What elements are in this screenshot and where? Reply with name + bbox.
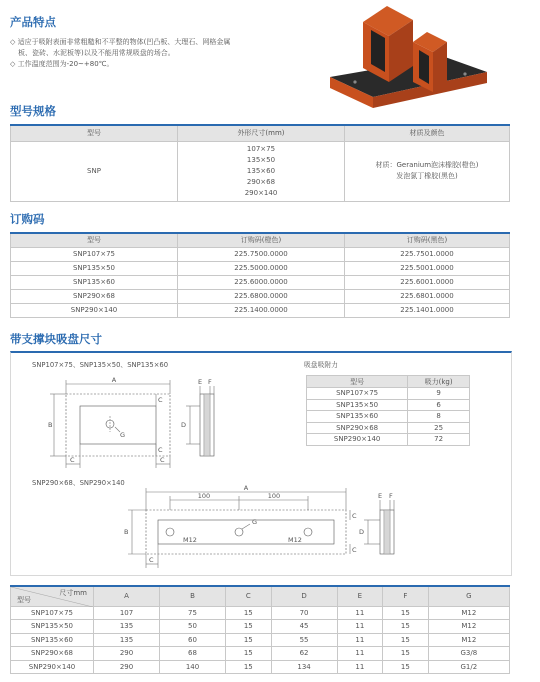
- label-c: C: [352, 546, 357, 554]
- label-c: C: [352, 512, 357, 520]
- table-row: SNP135×60 135 60 15 55 11 15 M12: [11, 633, 510, 647]
- table-row: SNP290×68 25: [307, 422, 470, 434]
- drawing-large: [110, 480, 410, 572]
- label-m12: M12: [288, 536, 302, 544]
- table-row: SNP135×60 8: [307, 411, 470, 423]
- spec-sizes: 107×75 135×50 135×60 290×68 290×140: [178, 141, 345, 201]
- spec-model: SNP: [11, 141, 178, 201]
- spec-title: 型号规格: [10, 104, 56, 118]
- label-d: D: [359, 528, 365, 536]
- dim-col-header: B: [160, 586, 226, 606]
- label-spacing: 100: [267, 492, 281, 500]
- dim-col-header: C: [226, 586, 272, 606]
- label-c: C: [160, 456, 165, 464]
- spec-header: 型号: [11, 125, 178, 141]
- drawing-small: [40, 372, 240, 472]
- spec-table: [10, 124, 510, 202]
- label-a: A: [111, 376, 117, 384]
- table-row: SNP107×75 107 75 15 70 11 15 M12: [11, 606, 510, 620]
- label-e: E: [378, 492, 383, 500]
- spec-header: 材质及颜色: [345, 125, 510, 141]
- label-d: D: [181, 421, 187, 429]
- label-b: B: [48, 421, 53, 429]
- dims-title: 带支撑块吸盘尺寸: [10, 332, 102, 346]
- order-header: 订购码(黑色): [345, 233, 510, 247]
- label-c: C: [149, 556, 154, 564]
- label-f: F: [208, 378, 212, 386]
- table-row: SNP107×75 9: [307, 388, 470, 400]
- dim-col-header: D: [271, 586, 337, 606]
- feature-item: ◇ 适应于吸附表面非常粗糙和不平整的物体(凹凸板、大理石、网格金属板、瓷砖、水泥板等)以及不能用常规吸盘的场合。: [10, 38, 231, 57]
- feature-item: ◇ 工作温度范围为-20~+80℃。: [10, 60, 114, 68]
- label-a: A: [243, 484, 249, 492]
- force-header: 吸力(kg): [408, 376, 470, 388]
- label-b: B: [124, 528, 129, 536]
- table-row: SNP135×50 135 50 15 45 11 15 M12: [11, 620, 510, 634]
- dim-col-header: A: [94, 586, 160, 606]
- table-row: SNP135×50 225.5000.0000 225.5001.0000: [11, 261, 510, 275]
- table-row: SNP290×140 72: [307, 434, 470, 446]
- dim-col-header: F: [383, 586, 429, 606]
- table-row: SNP135×50 6: [307, 399, 470, 411]
- label-c: C: [158, 396, 163, 404]
- label-c: C: [158, 446, 163, 454]
- spec-header: 外形尺寸(mm): [178, 125, 345, 141]
- features-title: 产品特点: [10, 15, 56, 29]
- force-title: 吸盘吸附力: [304, 361, 338, 369]
- features-list: [10, 37, 232, 70]
- header-model: 型号: [17, 595, 31, 604]
- dim-col-header: G: [428, 586, 509, 606]
- product-photo: [325, 2, 490, 112]
- order-table: [10, 232, 510, 318]
- label-c: C: [70, 456, 75, 464]
- dim-col-header: E: [337, 586, 383, 606]
- table-row: SNP290×140 290 140 15 134 11 15 G1/2: [11, 660, 510, 674]
- table-row: SNP107×75 225.7500.0000 225.7501.0000: [11, 247, 510, 261]
- label-g: G: [252, 518, 258, 526]
- header-unit: 尺寸mm: [59, 589, 87, 597]
- force-table: [306, 375, 470, 446]
- caption-large-models: SNP290×68、SNP290×140: [32, 479, 125, 487]
- table-row: SNP290×68 225.6800.0000 225.6801.0000: [11, 289, 510, 303]
- label-m12: M12: [183, 536, 197, 544]
- dimension-table: [10, 585, 510, 674]
- force-header: 型号: [307, 376, 408, 388]
- label-spacing: 100: [197, 492, 211, 500]
- table-row: SNP135×60 225.6000.0000 225.6001.0000: [11, 275, 510, 289]
- order-header: 型号: [11, 233, 178, 247]
- order-header: 订购码(橙色): [178, 233, 345, 247]
- spec-material: 材质：Geranium泡沫橡胶(橙色) 发泡氯丁橡胶(黑色): [345, 141, 510, 201]
- dimension-corner-header: [11, 586, 94, 606]
- label-e: E: [198, 378, 203, 386]
- label-f: F: [389, 492, 393, 500]
- order-title: 订购码: [10, 212, 45, 226]
- label-g: G: [120, 431, 126, 439]
- caption-small-models: SNP107×75、SNP135×50、SNP135×60: [32, 361, 169, 369]
- table-row: SNP290×68 290 68 15 62 11 15 G3/8: [11, 647, 510, 661]
- table-row: SNP290×140 225.1400.0000 225.1401.0000: [11, 303, 510, 317]
